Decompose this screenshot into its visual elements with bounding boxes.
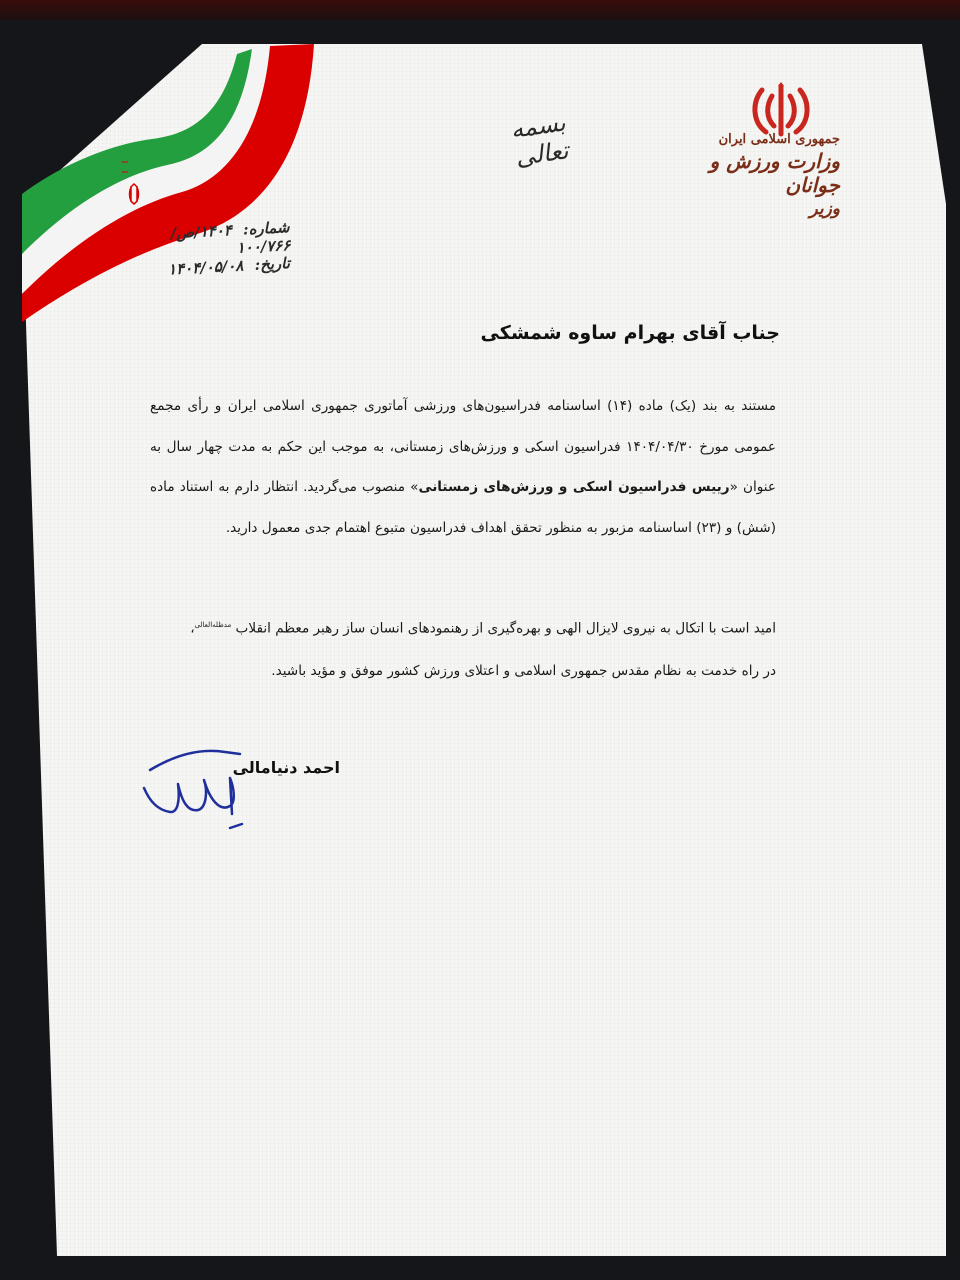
country-name: جمهوری اسلامی ایران — [718, 132, 840, 147]
handwritten-signature — [130, 740, 280, 840]
paragraph-2-line-1: امید است با اتکال به نیروی لایزال الهی و بهره‌گیری از رهنمودهای انسان ساز رهبر معظم انقلاب $^{مدظله‌العالی}$، — [190, 620, 776, 637]
date-value: ۱۴۰۴/۰۵/۰۸ — [167, 256, 244, 279]
background-band — [0, 0, 960, 20]
paragraph-2-line-2: در راه خدمت به نظام مقدس جمهوری اسلامی و اعتلای ورزش کشور موفق و مؤید باشید. — [271, 662, 776, 679]
letter-paragraph-1 — [150, 386, 776, 548]
recipient-name: جناب آقای بهرام ساوه شمشکی — [480, 322, 780, 344]
honorific: مدظله‌العالی — [194, 621, 232, 629]
minister-title: وزیر — [809, 199, 840, 219]
paragraph-1-start: مستند به بند (یک) ماده (۱۴) اساسنامه فدراسیون‌های ورزشی آماتوری جمهوری اسلامی ایران و رأی مجمع عمومی مورخ ۱۴۰۴/۰۴/۳۰ فدراسیون اسکی و ورزش‌های زمستانی، به موجب این حکم به مدت چهار سال به عنوان « — [150, 398, 776, 495]
ministry-name: وزارت ورزش و جوانان — [709, 149, 840, 197]
paragraph-2-text: امید است با اتکال به نیروی لایزال الهی و بهره‌گیری از رهنمودهای انسان ساز رهبر معظم انقلاب — [235, 620, 776, 637]
number-label: شماره: — [242, 218, 290, 239]
number-value: ۱۴۰۴/ص/۱۰۰/۷۶۶ — [170, 221, 291, 257]
date-label: تاریخ: — [254, 254, 291, 274]
letter-paragraph-2 — [150, 604, 776, 692]
paragraph-1-end: » منصوب می‌گردید. انتظار دارم به استناد ماده (شش) و (۲۳) اساسنامه مزبور به منظور تحقق اهداف فدراسیون متبوع اهتمام جدی معمول دارید. — [150, 479, 776, 536]
besmellah-heading: بسمه تعالی — [508, 108, 571, 172]
signer-name: احمد دنیامالی — [232, 758, 340, 777]
iran-flag-icon — [22, 44, 322, 324]
ministry-header — [690, 132, 840, 219]
appointment-title: رییس فدراسیون اسکی و ورزش‌های زمستانی — [418, 479, 730, 495]
